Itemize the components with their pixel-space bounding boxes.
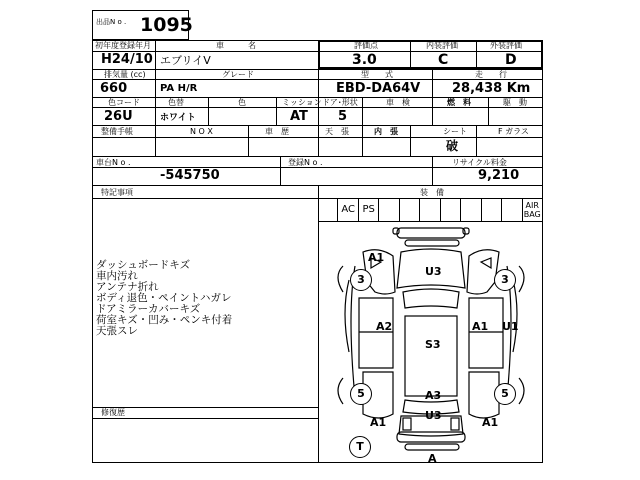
roof-label: 天 張 [325,127,349,136]
remark-line: 車内汚れ [96,270,138,282]
damage-circle-rear-right: 5 [494,383,516,405]
damage-s3-roof: S3 [425,338,441,351]
damage-a1-front-left: A1 [368,251,385,264]
damage-circle-rear-left: 5 [350,383,372,405]
doors-label: ドア･形状 [322,98,358,107]
grade-value: PA H/R [160,83,198,94]
grade-label: グレード [222,70,254,79]
fuel-label: 燃 料 [447,98,471,107]
damage-a-bottom: A [428,452,437,465]
equipment-cell [441,198,461,222]
interior-eval-value: C [438,52,449,68]
damage-a3-rear: A3 [425,389,442,402]
drive-label: 駆 動 [503,98,527,107]
damage-a2-left: A2 [376,320,393,333]
nox-label: N O X [190,127,213,136]
remark-line: 天張スレ [96,325,138,337]
mission-label: ミッション [282,98,322,107]
color-code-value: 26U [104,109,133,124]
exterior-eval-value: D [505,52,517,68]
reg-date-label: 初年度登録年月 [95,41,151,50]
color-code-label: 色コード [108,98,140,107]
seat-label: シート [443,127,467,136]
remark-line: アンテナ折れ [96,281,159,293]
equipment-cell [482,198,502,222]
recycle-value: 9,210 [478,168,520,183]
chassis-label: 車台N o . [96,158,131,167]
equipment-cell [502,198,522,222]
damage-a1-rear-right: A1 [482,416,499,429]
seat-value: 破 [446,139,459,153]
color-label: 色 [238,98,246,107]
displacement-value: 660 [100,81,128,96]
car-name-value: エブリイV [160,54,211,67]
manual-label: 整備手帳 [101,127,133,136]
equipment-cell [461,198,481,222]
remark-line: ダッシュボードキズ [96,259,191,271]
history-label: 車 歴 [265,127,289,136]
equipment-cell: AC [338,198,358,222]
regno-label: 登録N o . [288,158,323,167]
reg-date-value: H24/10 [101,52,153,67]
chassis-value: -545750 [160,168,220,183]
model-label: 型 式 [361,70,393,79]
recycle-label: リサイクル料金 [452,158,507,167]
mission-value: AT [290,109,308,124]
interior-eval-label: 内装評価 [426,41,458,50]
car-name-label: 車 名 [216,41,256,50]
lot-number-label: 出品N o . [96,18,127,26]
displacement-label: 排気量 (cc) [104,70,146,79]
damage-circle-front-right: 3 [494,269,516,291]
equipment-cell [400,198,420,222]
damage-u3-rear: U3 [425,409,442,422]
damage-a1-right: A1 [472,320,489,333]
inner-panel-label: 内 張 [374,127,398,136]
glass-label: F ガラス [498,127,529,136]
remark-line: ボディ退色・ペイントハガレ [96,292,232,304]
doors-value: 5 [338,109,348,124]
damage-circle-t: T [349,436,371,458]
mileage-value: 28,438 Km [452,81,531,96]
lot-number: 1095 [140,14,193,36]
damage-circle-front-left: 3 [350,269,372,291]
exterior-eval-label: 外装評価 [490,41,522,50]
color-change-label: 色替 [168,98,184,107]
equipment-cell [318,198,338,222]
damage-a1-rear-left: A1 [370,416,387,429]
inspection-label: 車 検 [386,98,410,107]
score-value: 3.0 [352,52,377,68]
equipment-cell [379,198,399,222]
mileage-label: 走 行 [475,70,507,79]
damage-u1-right: U1 [502,320,519,333]
damage-u3-hood: U3 [425,265,442,278]
repair-history-label: 修復歴 [101,408,125,417]
score-label: 評価点 [354,41,378,50]
remark-line: ドアミラーカバーキズ [96,303,201,315]
remarks-label: 特記事項 [101,188,133,197]
model-value: EBD-DA64V [336,81,421,96]
equipment-cell [420,198,440,222]
remark-line: 荷室キズ・凹み・ペンキ付着 [96,314,233,326]
equipment-cell: PS [359,198,379,222]
equipment-cell: AIR BAG [523,198,543,222]
color-value: ホワイト [160,113,196,123]
equipment-label: 装 備 [420,188,444,197]
equipment-grid [318,198,543,222]
